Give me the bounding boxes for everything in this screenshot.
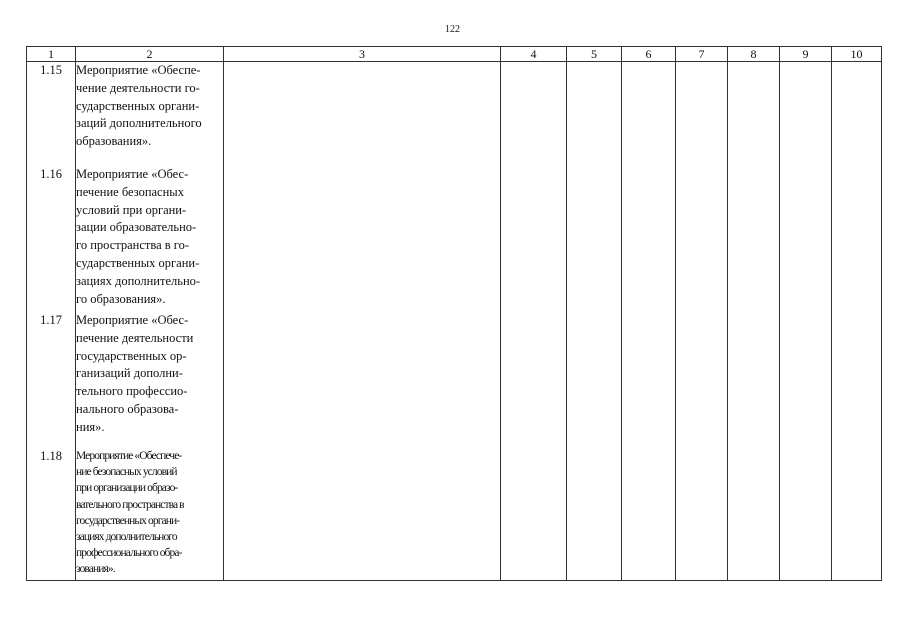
empty-cell-col-4 bbox=[501, 62, 567, 581]
item-description-block bbox=[76, 166, 223, 312]
item-number-block bbox=[27, 166, 75, 312]
description-line: го образования». bbox=[76, 291, 166, 306]
description-line: профессионального обра- bbox=[76, 547, 182, 560]
item-description-block bbox=[76, 62, 223, 166]
empty-cell-col-8 bbox=[728, 62, 780, 581]
empty-cell-col-5 bbox=[567, 62, 622, 581]
column-header-4: 4 bbox=[501, 47, 567, 62]
empty-cell-col-3 bbox=[224, 62, 501, 581]
table-body-row bbox=[27, 62, 882, 581]
description-line: государственных органи- bbox=[76, 514, 180, 527]
item-number-column bbox=[27, 62, 76, 581]
item-description-column bbox=[76, 62, 224, 581]
column-header-10: 10 bbox=[832, 47, 882, 62]
empty-cell-col-10 bbox=[832, 62, 882, 581]
column-header-6: 6 bbox=[622, 47, 676, 62]
description-line: печение безопасных bbox=[76, 184, 184, 199]
description-line: Мероприятие «Обеспече- bbox=[76, 450, 182, 462]
description-line: ния». bbox=[76, 419, 105, 434]
description-line: Мероприятие «Обес- bbox=[76, 167, 189, 181]
column-header-1: 1 bbox=[27, 47, 76, 62]
empty-cell-col-6 bbox=[622, 62, 676, 581]
column-header-5: 5 bbox=[567, 47, 622, 62]
description-line: го пространства в го- bbox=[76, 238, 190, 253]
description-line: ние безопасных условий bbox=[76, 466, 177, 479]
item-description-block bbox=[76, 312, 223, 448]
description-line: образования». bbox=[76, 134, 152, 149]
item-number: 1.15 bbox=[40, 63, 62, 77]
header-row bbox=[27, 47, 882, 62]
column-header-9: 9 bbox=[780, 47, 832, 62]
description-line: зации образовательно- bbox=[76, 220, 197, 235]
description-line: при организации образо- bbox=[76, 482, 178, 495]
item-description-block bbox=[76, 448, 223, 578]
description-line: Мероприятие «Обеспе- bbox=[76, 63, 201, 77]
description-line: заций дополнительного bbox=[76, 116, 202, 131]
description-line: ганизаций дополни- bbox=[76, 366, 183, 381]
description-line: зациях дополнительного bbox=[76, 531, 177, 544]
description-line: чение деятельности го- bbox=[76, 80, 200, 95]
item-number-block bbox=[27, 62, 75, 166]
description-line: сударственных органи- bbox=[76, 255, 200, 270]
page-number: 122 bbox=[445, 24, 460, 35]
description-line: Мероприятие «Обес- bbox=[76, 313, 189, 327]
column-header-8: 8 bbox=[728, 47, 780, 62]
description-line: условий при органи- bbox=[76, 202, 187, 217]
description-line: нального образова- bbox=[76, 401, 179, 416]
column-header-3: 3 bbox=[224, 47, 501, 62]
column-header-7: 7 bbox=[676, 47, 728, 62]
empty-cell-col-7 bbox=[676, 62, 728, 581]
description-line: тельного профессио- bbox=[76, 384, 188, 399]
description-line: зациях дополнительно- bbox=[76, 273, 201, 288]
item-number: 1.17 bbox=[40, 313, 62, 327]
item-number-block bbox=[27, 448, 75, 466]
description-line: зования». bbox=[76, 563, 115, 576]
item-number: 1.18 bbox=[40, 449, 62, 463]
description-line: сударственных органи- bbox=[76, 98, 200, 113]
measures-table bbox=[26, 46, 882, 581]
description-line: печение деятельности bbox=[76, 330, 194, 345]
item-number-block bbox=[27, 312, 75, 448]
empty-cell-col-9 bbox=[780, 62, 832, 581]
description-line: вательного пространства в bbox=[76, 498, 184, 511]
column-header-2: 2 bbox=[76, 47, 224, 62]
item-number: 1.16 bbox=[40, 167, 62, 181]
description-line: государственных ор- bbox=[76, 348, 187, 363]
